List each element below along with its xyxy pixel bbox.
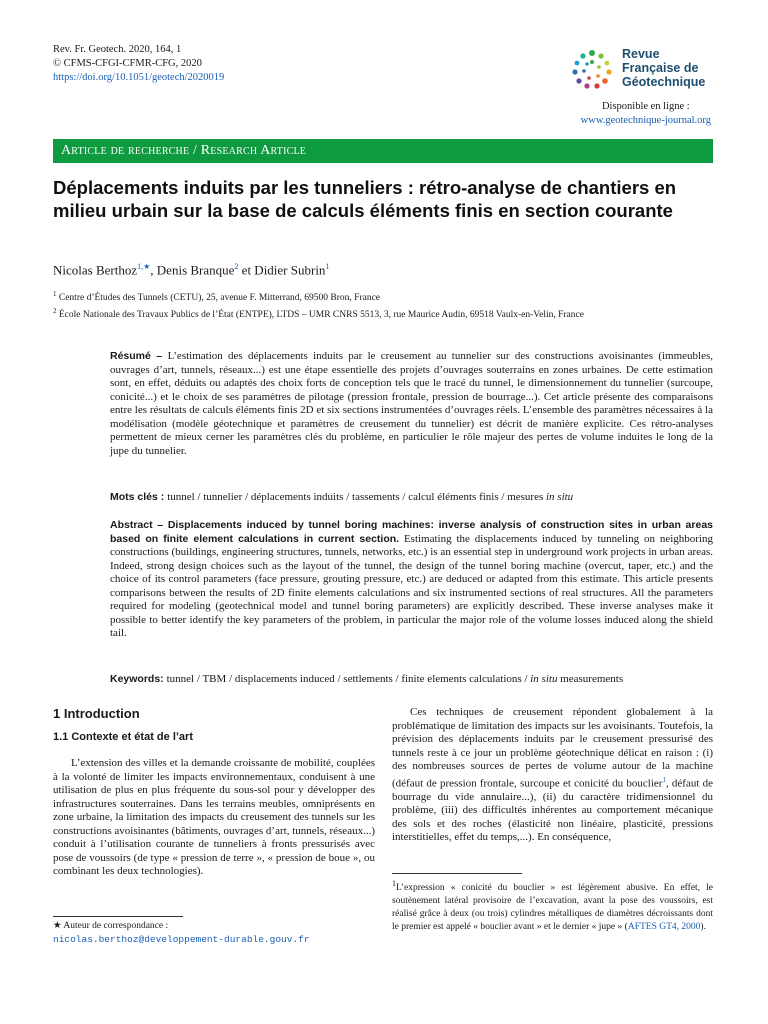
citation: Rev. Fr. Geotech. 2020, 164, 1 xyxy=(53,44,182,55)
journal-logo-text: Revue Française de Géotechnique xyxy=(622,47,706,89)
copyright: © CFMS-CFGI-CFMR-CFG, 2020 xyxy=(53,58,202,69)
keywords-label: Keywords: xyxy=(110,673,167,685)
author-affiliation-mark[interactable]: 1 xyxy=(325,262,330,271)
correspondence-footnote xyxy=(53,920,375,947)
keywords-tail: measurements xyxy=(557,673,624,685)
author-name: , Denis Branque xyxy=(150,262,235,278)
footnote-number: 1 xyxy=(392,879,396,888)
author-affiliation-mark[interactable]: 2 xyxy=(234,262,239,271)
correspondence-email[interactable]: nicolas.berthoz@developpement-durable.gouv.fr xyxy=(53,934,310,945)
affiliation-item: $^2$ École Nationale des Travaux Publics de l’État (ENTPE), LTDS – UMR CNRS 5513, 3, rue Maurice Audin, 69518 Vaulx-en-Velin, France xyxy=(53,307,584,321)
availability-label: Disponible en ligne : xyxy=(601,101,690,112)
footnote-mark[interactable]: 1 xyxy=(662,775,666,784)
motscles-label: Mots clés : xyxy=(110,491,168,503)
abstract-text: Estimating the displacements induced by tunneling on neighboring constructions (buildings, engineering structures, tunnels, networks, etc.) is an essential step in underground work projects in urban areas. Indeed, strong design choices such as the layout of the tunnel, the design of the tunnel boring machine (overcut, taper, etc.) and the choice of its control parameters (face pressure, grouting pressure, etc.) are deduced or adapted from this estimate. This article presents comparisons between the results of 2D finite elements calculations and six instrumented sections of real structures. All the parameters required for modeling (geotechnical model and tunnel boring parameters) are explicitly described. These inverse analyses make it possible to better identify the key parameters of the problem, in particular the major role of the volume losses induced along the shield tail. xyxy=(110,532,713,639)
keywords-paragraph xyxy=(110,673,713,687)
resume-text: L’estimation des déplacements induits par le creusement au tunnelier sur des constructions avoisinantes (immeubles, ouvrages d’art, tunnels, réseaux...) est une étape essentielle des projets d’ouvrages souterrains en zones urbaines. De cette estimation sont, en effet, déduits ou adaptés des choix forts de conception tels que le tracé du tunnel, le dimensionnement du tunnelier (surcoupe, conicité...) et le choix de ses paramètres de pilotage (pression frontale, pression de bourrage...). Cet article présente des comparaisons entre les résultats de calculs éléments finis 2D et six sections instrumentées d’ouvrages réels. L’ensemble des paramètres nécessaires à la modélisation (modèle géotechnique et paramètres de creusement du tunnelier) est décrit de manière explicite. Ces rétro-analyses permettent de mieux cerner les paramètres clés du problème, en particulier le rôle majeur des pertes de volume induites le long de la jupe du tunnelier. xyxy=(110,350,714,457)
author-affiliation-mark[interactable]: 1,★ xyxy=(137,262,151,271)
abstract-title: Displacements induced by tunnel boring machines: inverse analysis of construction sites in urban areas based on finite element calculations in current section. xyxy=(110,519,713,545)
intro-left-paragraph: L’extension des villes et la demande croissante de mobilité, couplées à la volonté de limiter les impacts environnementaux, conduisent à une utilisation de plus en plus fréquente du sous-sol pour y développer des infrastructures souterraines. Dans les terrains meubles, omniprésents en zone urbaine, la limitation des impacts du creusement des tunnels sur les constructions avoisinantes (bâtiments, ouvrages d’art, tunnels, réseaux...) conduit à l’utilisation courante de tunneliers à fronts pressurisés avec pose de voussoirs (de type « pression de terre », « pression de boue », ou combinant les deux technologies). xyxy=(53,757,375,877)
resume-paragraph xyxy=(110,350,713,458)
intro-right-paragraph: Ces techniques de creusement répondent globalement à la problématique de limitation des impacts sur les avoisinants. Toutefois, la prévision des déplacements induits par le creusement pressurisé des tunnels reste à ce jour un problème géotechnique délicat en raison : (i) des nombreuses sources de pertes de volume autour de la machine (défaut de pression frontale, surcoupe et conicité du bouclier$^1$, défaut de bourrage du vide annulaire...), (ii) du caractère tridimensionnel du problème, (iii) des difficultés inhérentes au comportement mécanique des sols et des roches (élasticité non linéaire, plasticité, pressions interstitielles, effet du temps,...). En conséquence, xyxy=(392,706,713,844)
affiliations xyxy=(53,288,713,322)
abstract-label: Abstract – xyxy=(110,519,168,531)
motscles-italic: in situ xyxy=(545,491,574,503)
footnote-1: $^1$L’expression « conicité du bouclier » est légèrement abusive. En effet, le soutènement latéral provisoire de l’excavation, avant la pose des voussoirs, est réalisé grâce à deux (ou trois) cylindres métalliques de diamètres décroissants dont le premier est appelé « bouclier avant » et le dernier « jupe » (AFTES GT4, 2000). xyxy=(392,879,713,933)
abstract-paragraph xyxy=(110,519,713,641)
doi-link[interactable]: https://doi.org/10.1051/geotech/2020019 xyxy=(53,72,225,83)
journal-website-link[interactable]: www.geotechnique-journal.org xyxy=(580,115,711,126)
author-list xyxy=(53,259,329,278)
motscles-text: tunnel / tunnelier / déplacements induits / tassements / calcul éléments finis / mesures xyxy=(167,491,546,503)
keywords-text: tunnel / TBM / displacements induced / settlements / finite elements calculations / xyxy=(166,673,531,685)
author-name: et Didier Subrin xyxy=(238,262,326,278)
footnote-divider xyxy=(53,916,183,917)
journal-logo xyxy=(566,44,726,100)
availability xyxy=(581,100,711,128)
article-title: Déplacements induits par les tunneliers : rétro-analyse de chantiers en milieu urbain sur la base de calculs éléments finis en section courante xyxy=(53,177,677,221)
footnote-divider xyxy=(392,873,522,874)
section-heading: 1 Introduction xyxy=(53,706,140,721)
subsection-heading: 1.1 Contexte et état de l’art xyxy=(53,731,193,743)
author-name: Nicolas Berthoz xyxy=(53,262,138,278)
correspondence-label: Auteur de correspondance : xyxy=(63,921,169,931)
journal-logo-icon xyxy=(566,44,618,96)
citation-block xyxy=(53,43,224,85)
citation-link[interactable]: AFTES GT4, 2000 xyxy=(627,922,701,933)
article-type-banner: Article de recherche / Research Article xyxy=(53,139,713,163)
star-icon: ★ xyxy=(53,921,62,931)
keywords-italic: in situ xyxy=(530,673,558,685)
resume-label: Résumé – xyxy=(110,350,168,362)
affiliation-item: $^1$ Centre d’Études des Tunnels (CETU), 25, avenue F. Mitterrand, 69500 Bron, France xyxy=(53,290,381,304)
motscles-paragraph xyxy=(110,491,713,505)
